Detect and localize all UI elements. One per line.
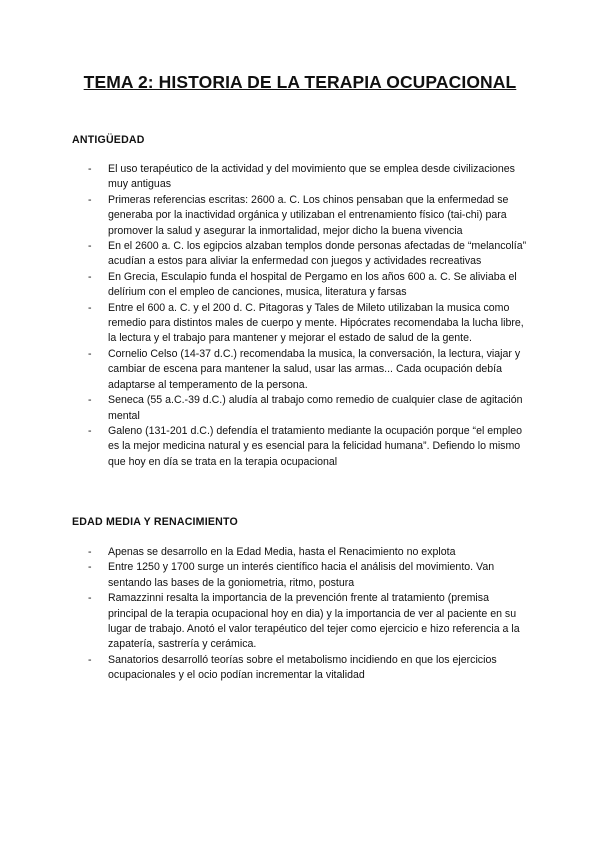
list-item: - Entre el 600 a. C. y el 200 d. C. Pitagoras y Tales de Mileto utilizaban la musica como remedio para distintos males de cuerpo y mente. Hipócrates recomendaba la lucha libre, la lectura y el trabajo para mantener y mejorar el estado de salud de la gente. bbox=[88, 301, 528, 347]
list-item: - En Grecia, Esculapio funda el hospital de Pergamo en los años 600 a. C. Se aliviaba el delírium con el empleo de canciones, musica, literatura y farsas bbox=[88, 270, 528, 301]
list-item: - Apenas se desarrollo en la Edad Media, hasta el Renacimiento no explota bbox=[88, 545, 528, 560]
list-item: - Cornelio Celso (14-37 d.C.) recomendaba la musica, la conversación, la lectura, viajar y cambiar de escena para mantener la salud, usar las armas... Cada ocupación debía adaptarse al temperamento de la persona. bbox=[88, 347, 528, 393]
list-item: - Sanatorios desarrolló teorías sobre el metabolismo incidiendo en que los ejercicios ocupacionales y el ocio podían incrementar la vitalidad bbox=[88, 653, 528, 684]
list-item: - En el 2600 a. C. los egipcios alzaban templos donde personas afectadas de “melancolía” acudían a estos para aliviar la enfermedad con juegos y actividades recreativas bbox=[88, 239, 528, 270]
antiguedad-list bbox=[88, 162, 528, 470]
list-item: - Seneca (55 a.C.-39 d.C.) aludía al trabajo como remedio de cualquier clase de agitación mental bbox=[88, 393, 528, 424]
list-item: - Galeno (131-201 d.C.) defendía el tratamiento mediante la ocupación porque “el empleo es la mejor medicina natural y es esencial para la felicidad humana”. Defiendo lo mismo que hoy en día se trata en la terapia ocupacional bbox=[88, 424, 528, 470]
edad-media-list bbox=[88, 545, 528, 684]
section-heading-antiguedad: ANTIGÜEDAD bbox=[72, 134, 145, 146]
list-item: - Entre 1250 y 1700 surge un interés científico hacia el análisis del movimiento. Van sentando las bases de la goniometria, ritmo, postura bbox=[88, 560, 528, 591]
list-item: - El uso terapéutico de la actividad y del movimiento que se emplea desde civilizaciones muy antiguas bbox=[88, 162, 528, 193]
list-item: - Ramazzinni resalta la importancia de la prevención frente al tratamiento (premisa principal de la terapia ocupacional hoy en dia) y la importancia de ver al paciente en su lugar de trabajo. Anotó el valor terapéutico del tejer como ejercicio e hizo referencia a la zapatería, sastrería y cerámica. bbox=[88, 591, 528, 653]
document-title: TEMA 2: HISTORIA DE LA TERAPIA OCUPACIONAL bbox=[83, 72, 517, 92]
list-item: - Primeras referencias escritas: 2600 a. C. Los chinos pensaban que la enfermedad se generaba por la inactividad orgánica y utilizaban el entrenamiento físico (tai-chi) para promover la salud y asegurar la inmortalidad, mejor dicho la buena vivencia bbox=[88, 193, 528, 239]
section-heading-edad-media: EDAD MEDIA Y RENACIMIENTO bbox=[72, 516, 238, 528]
